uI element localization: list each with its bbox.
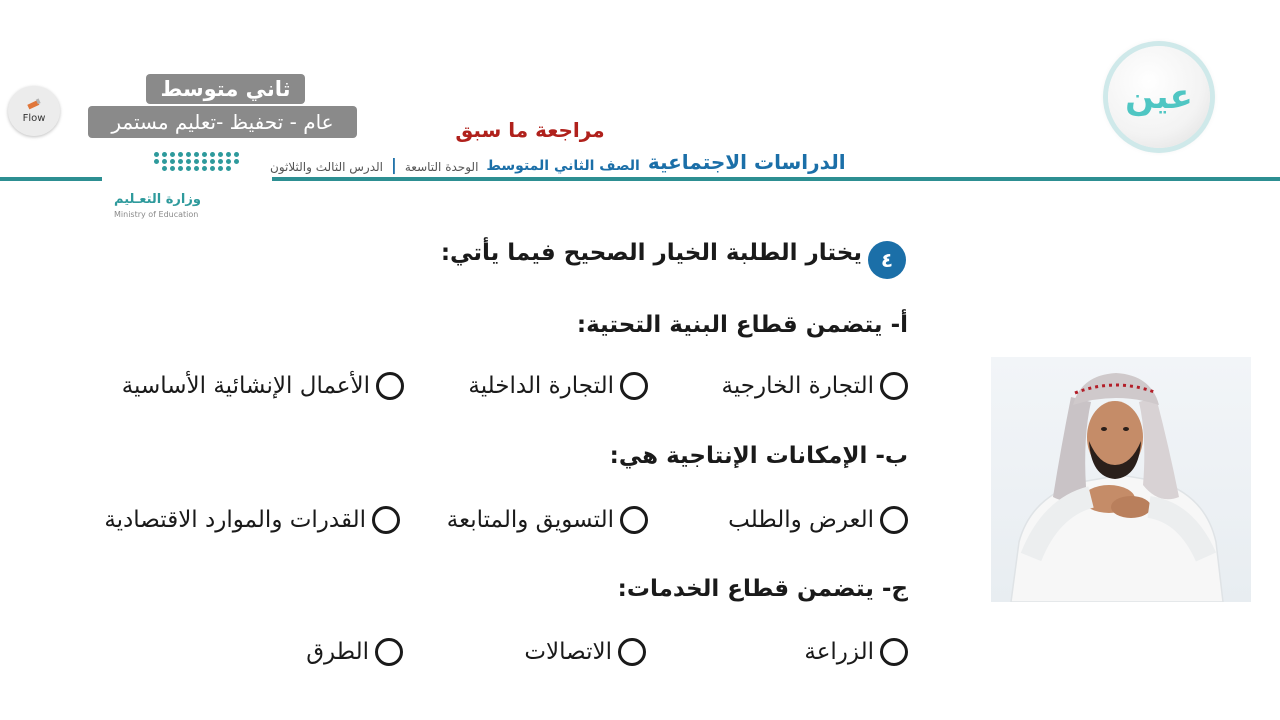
- option-b3[interactable]: [104, 506, 400, 534]
- ministry-name-english: Ministry of Education: [114, 210, 199, 219]
- radio-button[interactable]: [620, 506, 648, 534]
- part-a-label: أ- يتضمن قطاع البنية التحتية:: [576, 312, 908, 338]
- option-label: العرض والطلب: [728, 507, 874, 533]
- option-label: الطرق: [306, 639, 369, 665]
- part-b-label: ب- الإمكانات الإنتاجية هي:: [609, 443, 908, 469]
- header-divider-right: [272, 177, 1280, 181]
- pencil-icon: [25, 98, 43, 112]
- option-label: الاتصالات: [524, 639, 612, 665]
- review-title: مراجعة ما سبق: [455, 118, 605, 142]
- flow-button[interactable]: [8, 86, 60, 136]
- radio-button[interactable]: [880, 372, 908, 400]
- question-number-badge: ٤: [868, 241, 906, 279]
- unit-label: الوحدة التاسعة: [404, 160, 479, 174]
- radio-button[interactable]: [620, 372, 648, 400]
- presenter-figure: [991, 357, 1251, 602]
- ministry-logo-dots: [154, 152, 240, 171]
- option-a1[interactable]: [721, 372, 908, 400]
- header-divider-left: [0, 177, 102, 181]
- option-label: التجارة الداخلية: [468, 373, 614, 399]
- option-label: الزراعة: [804, 639, 874, 665]
- radio-button[interactable]: [376, 372, 404, 400]
- ein-logo-text: عين: [1125, 77, 1193, 117]
- option-c1[interactable]: [804, 638, 908, 666]
- grade-badge: ثاني متوسط: [146, 74, 305, 104]
- radio-button[interactable]: [880, 638, 908, 666]
- option-c2[interactable]: [524, 638, 646, 666]
- option-label: القدرات والموارد الاقتصادية: [104, 507, 366, 533]
- part-c-label: ج- يتضمن قطاع الخدمات:: [617, 576, 908, 602]
- option-a2[interactable]: [468, 372, 648, 400]
- lesson-header: [270, 142, 846, 174]
- option-label: الأعمال الإنشائية الأساسية: [121, 373, 370, 399]
- grade-label: الصف الثاني المتوسط: [486, 158, 640, 174]
- option-label: التسويق والمتابعة: [446, 507, 614, 533]
- lesson-label: الدرس الثالث والثلاثون: [270, 160, 383, 174]
- option-c3[interactable]: [306, 638, 403, 666]
- subject-title: الدراسات الاجتماعية: [647, 150, 846, 174]
- radio-button[interactable]: [375, 638, 403, 666]
- header-separator: |: [391, 155, 397, 174]
- option-b2[interactable]: [447, 506, 648, 534]
- ein-logo: [1108, 46, 1210, 148]
- option-a3[interactable]: [122, 372, 404, 400]
- option-b1[interactable]: [728, 506, 908, 534]
- radio-button[interactable]: [618, 638, 646, 666]
- ministry-logo: [110, 152, 210, 224]
- radio-button[interactable]: [880, 506, 908, 534]
- radio-button[interactable]: [372, 506, 400, 534]
- option-label: التجارة الخارجية: [721, 373, 874, 399]
- flow-label: Flow: [22, 113, 46, 124]
- presenter-video: [991, 357, 1251, 602]
- question-title: يختار الطلبة الخيار الصحيح فيما يأتي:: [440, 240, 862, 266]
- ministry-name-arabic: وزارة التعـليم: [114, 192, 201, 207]
- track-badge: عام - تحفيظ -تعليم مستمر: [88, 106, 357, 138]
